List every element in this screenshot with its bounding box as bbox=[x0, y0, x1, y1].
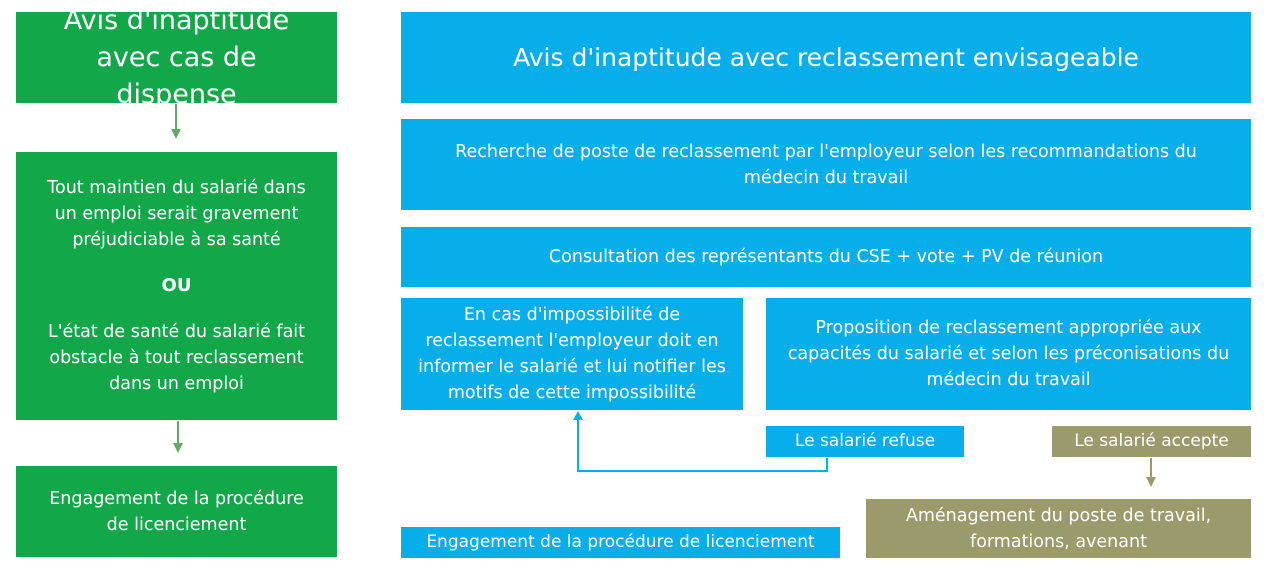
proposal-text: Proposition de reclassement appropriée aux capacités du salarié et selon les préconisations du médecin du travail bbox=[787, 318, 1230, 390]
impossibility-text: En cas d'impossibilité de reclassement l'employeur doit en informer le salarié et lui notifier les motifs de cette impossibilité bbox=[418, 305, 726, 403]
refuse-text: Le salarié refuse bbox=[794, 431, 936, 451]
left-conditions bbox=[38, 175, 315, 397]
left-conditions-box bbox=[16, 152, 337, 420]
consultation-text: Consultation des représentants du CSE + vote + PV de réunion bbox=[548, 247, 1104, 267]
condition-1-text: Tout maintien du salarié dans un emploi serait gravement préjudiciable à sa santé bbox=[47, 178, 306, 250]
right-title: Avis d'inaptitude avec reclassement envisageable bbox=[513, 43, 1139, 72]
left-outcome-text: Engagement de la procédure de licenciement bbox=[49, 488, 304, 535]
search-text: Recherche de poste de reclassement par l'employeur selon les recommandations du médecin du travail bbox=[455, 141, 1197, 188]
consultation-box bbox=[401, 227, 1251, 287]
condition-2-text: L'état de santé du salarié fait obstacle à tout reclassement dans un emploi bbox=[47, 322, 306, 394]
arrow-accept-to-adjustment bbox=[1146, 458, 1156, 487]
proposal-box bbox=[766, 298, 1251, 410]
search-box bbox=[401, 119, 1251, 210]
dismissal-text: Engagement de la procédure de licenciement bbox=[426, 532, 815, 552]
adjustment-text: Aménagement du poste de travail, formations, avenant bbox=[905, 505, 1212, 552]
accept-text: Le salarié accepte bbox=[1074, 431, 1229, 451]
left-outcome-box bbox=[16, 466, 337, 557]
arrow-left-conditions-to-outcome bbox=[173, 421, 183, 453]
impossibility-box bbox=[401, 298, 743, 410]
left-title-box bbox=[16, 5, 337, 110]
accept-box bbox=[1052, 426, 1251, 457]
refuse-box bbox=[766, 426, 964, 457]
adjustment-box bbox=[866, 499, 1251, 558]
right-title-box bbox=[401, 12, 1251, 103]
or-label: OU bbox=[161, 275, 192, 296]
dismissal-box bbox=[401, 527, 840, 558]
left-title: Avis d'inaptitude avec cas de dispense bbox=[63, 5, 290, 110]
